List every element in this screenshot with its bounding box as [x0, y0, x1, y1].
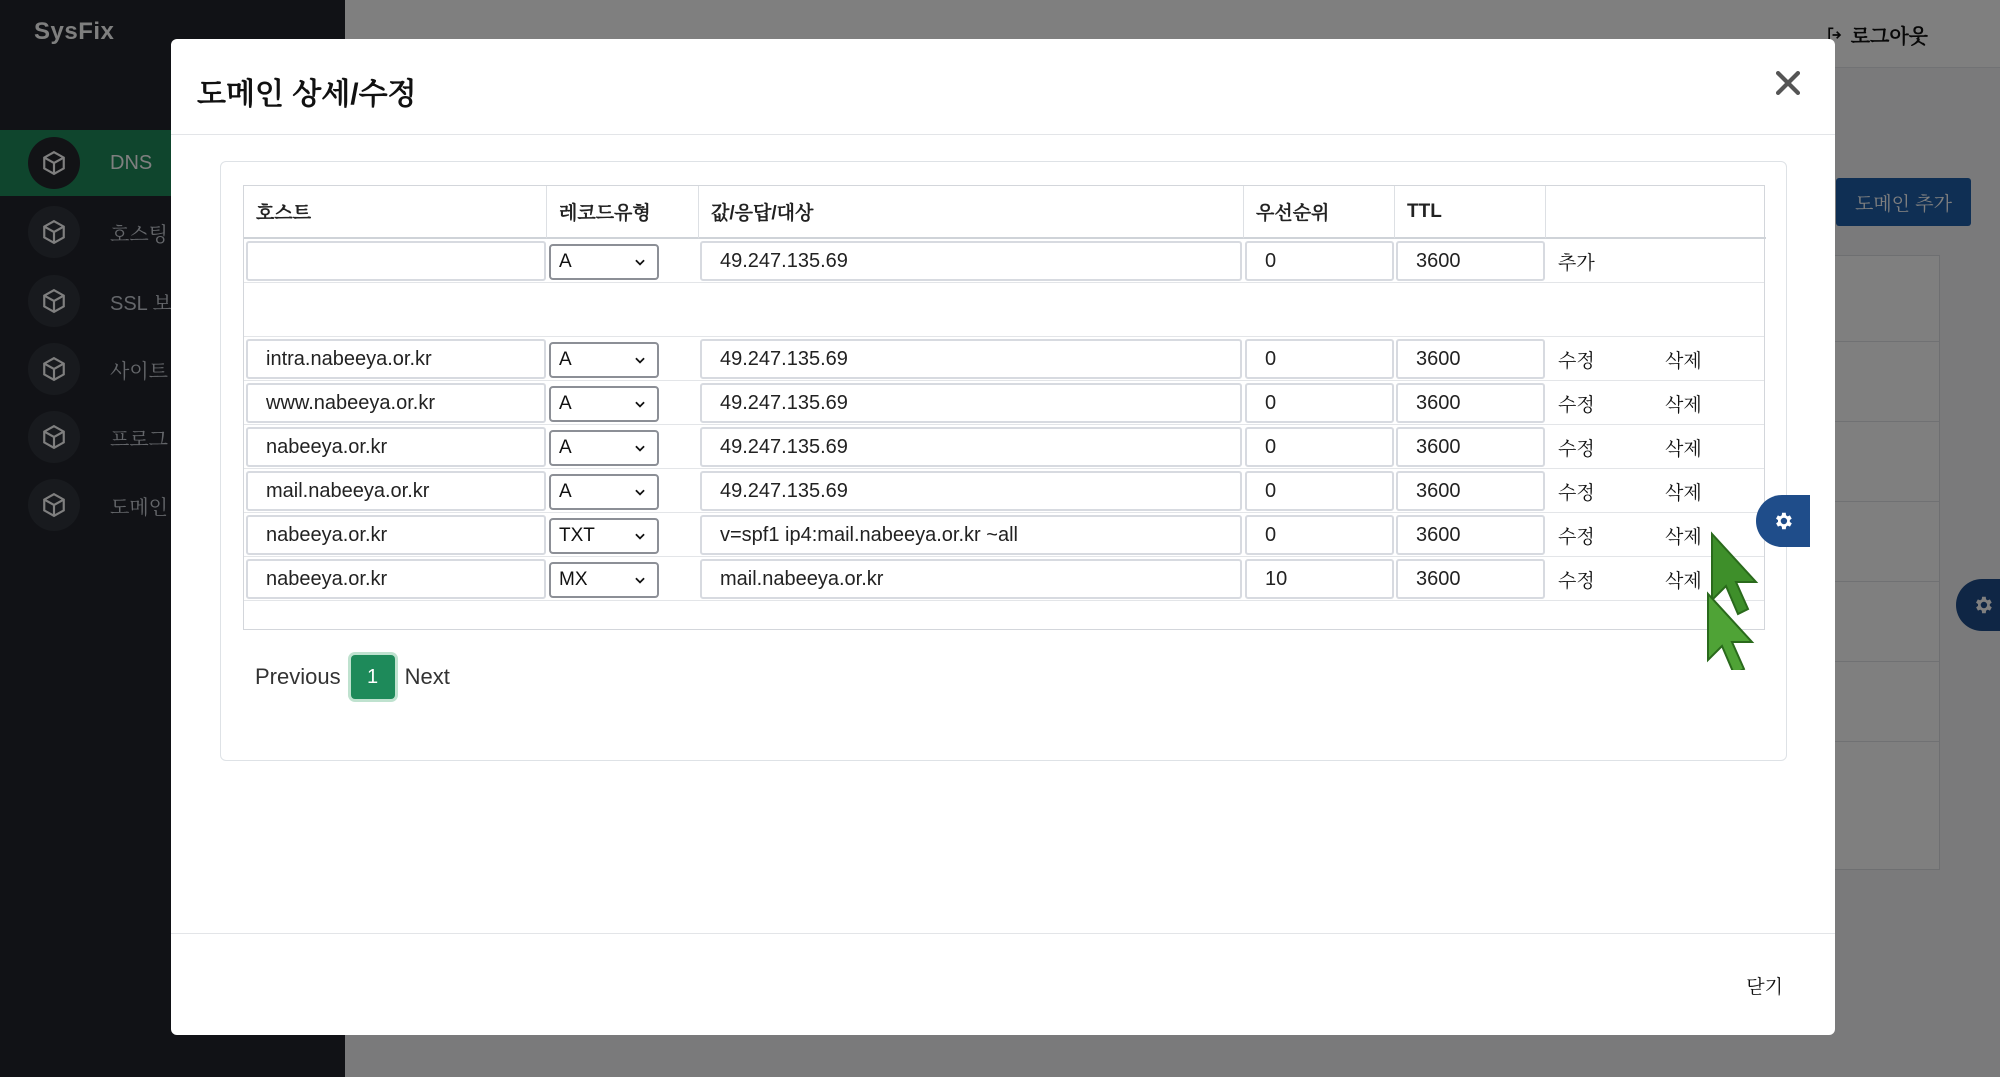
chevron-down-icon	[633, 485, 647, 499]
type-select[interactable]	[549, 518, 659, 554]
priority-input[interactable]: 0	[1245, 515, 1394, 555]
ttl-input[interactable]: 3600	[1396, 559, 1545, 599]
type-value: MX	[559, 569, 588, 590]
header-priority: 우선순위	[1244, 186, 1395, 239]
delete-button[interactable]: 삭제	[1665, 570, 1702, 592]
priority-input[interactable]: 10	[1245, 559, 1394, 599]
modal-title: 도메인 상세/수정	[197, 78, 417, 111]
priority-input[interactable]: 0	[1245, 427, 1394, 467]
delete-button[interactable]: 삭제	[1665, 438, 1702, 460]
delete-button[interactable]: 삭제	[1665, 526, 1702, 548]
new-record-row	[244, 239, 1764, 283]
header-value: 값/응답/대상	[699, 186, 1244, 239]
chevron-down-icon	[633, 255, 647, 269]
edit-button[interactable]: 수정	[1558, 438, 1595, 460]
edit-button[interactable]: 수정	[1558, 482, 1595, 504]
new-type-select[interactable]	[549, 244, 659, 280]
new-ttl-input[interactable]: 3600	[1396, 241, 1545, 281]
table-row	[244, 513, 1764, 557]
header-host: 호스트	[244, 186, 547, 239]
value-input[interactable]: 49.247.135.69	[700, 339, 1242, 379]
edit-button[interactable]: 수정	[1558, 394, 1595, 416]
type-value: A	[559, 393, 572, 414]
new-type-value: A	[559, 251, 572, 272]
chevron-down-icon	[633, 353, 647, 367]
close-icon	[1771, 66, 1805, 100]
priority-input[interactable]: 0	[1245, 471, 1394, 511]
ttl-input[interactable]: 3600	[1396, 383, 1545, 423]
type-value: A	[559, 481, 572, 502]
page-1-button[interactable]: 1	[351, 655, 395, 699]
type-select[interactable]	[549, 474, 659, 510]
add-record-button[interactable]: 추가	[1558, 252, 1595, 274]
modal-footer-divider	[171, 933, 1835, 934]
pagination	[255, 652, 450, 702]
type-select[interactable]	[549, 386, 659, 422]
edit-button[interactable]: 수정	[1558, 350, 1595, 372]
chevron-down-icon	[633, 397, 647, 411]
type-value: TXT	[559, 525, 595, 546]
mouse-cursor-icon	[1704, 530, 1774, 670]
gear-icon	[1772, 510, 1794, 532]
ttl-input[interactable]: 3600	[1396, 427, 1545, 467]
ttl-input[interactable]: 3600	[1396, 339, 1545, 379]
dns-records-table	[243, 185, 1765, 630]
priority-input[interactable]: 0	[1245, 383, 1394, 423]
new-value-input[interactable]: 49.247.135.69	[700, 241, 1242, 281]
chevron-down-icon	[633, 441, 647, 455]
host-input[interactable]: nabeeya.or.kr	[246, 515, 546, 555]
host-input[interactable]: www.nabeeya.or.kr	[246, 383, 546, 423]
delete-button[interactable]: 삭제	[1665, 394, 1702, 416]
next-page-button[interactable]: Next	[404, 664, 450, 689]
type-value: A	[559, 349, 572, 370]
host-input[interactable]: mail.nabeeya.or.kr	[246, 471, 546, 511]
delete-button[interactable]: 삭제	[1665, 350, 1702, 372]
delete-button[interactable]: 삭제	[1665, 482, 1702, 504]
type-value: A	[559, 437, 572, 458]
host-input[interactable]: intra.nabeeya.or.kr	[246, 339, 546, 379]
edit-button[interactable]: 수정	[1558, 526, 1595, 548]
edit-button[interactable]: 수정	[1558, 570, 1595, 592]
domain-detail-modal	[171, 39, 1835, 1035]
value-input[interactable]: 49.247.135.69	[700, 427, 1242, 467]
separator-row	[244, 283, 1764, 337]
previous-page-button[interactable]: Previous	[255, 664, 341, 689]
close-modal-button[interactable]: 닫기	[1740, 971, 1789, 1000]
type-select[interactable]	[549, 430, 659, 466]
table-row	[244, 381, 1764, 425]
header-type: 레코드유형	[547, 186, 699, 239]
new-priority-input[interactable]: 0	[1245, 241, 1394, 281]
value-input[interactable]: mail.nabeeya.or.kr	[700, 559, 1242, 599]
records-panel	[220, 161, 1787, 761]
modal-header	[171, 39, 1835, 135]
host-input[interactable]: nabeeya.or.kr	[246, 427, 546, 467]
table-row	[244, 469, 1764, 513]
host-input[interactable]: nabeeya.or.kr	[246, 559, 546, 599]
chevron-down-icon	[633, 529, 647, 543]
new-host-input[interactable]	[246, 241, 546, 281]
type-select[interactable]	[549, 562, 659, 598]
table-row	[244, 425, 1764, 469]
value-input[interactable]: 49.247.135.69	[700, 471, 1242, 511]
value-input[interactable]: v=spf1 ip4:mail.nabeeya.or.kr ~all	[700, 515, 1242, 555]
table-row	[244, 337, 1764, 381]
type-select[interactable]	[549, 342, 659, 378]
header-ttl: TTL	[1395, 186, 1546, 239]
ttl-input[interactable]: 3600	[1396, 471, 1545, 511]
value-input[interactable]: 49.247.135.69	[700, 383, 1242, 423]
ttl-input[interactable]: 3600	[1396, 515, 1545, 555]
chevron-down-icon	[633, 573, 647, 587]
table-row	[244, 557, 1764, 601]
close-button[interactable]	[1769, 65, 1807, 103]
header-actions	[1546, 186, 1766, 239]
priority-input[interactable]: 0	[1245, 339, 1394, 379]
